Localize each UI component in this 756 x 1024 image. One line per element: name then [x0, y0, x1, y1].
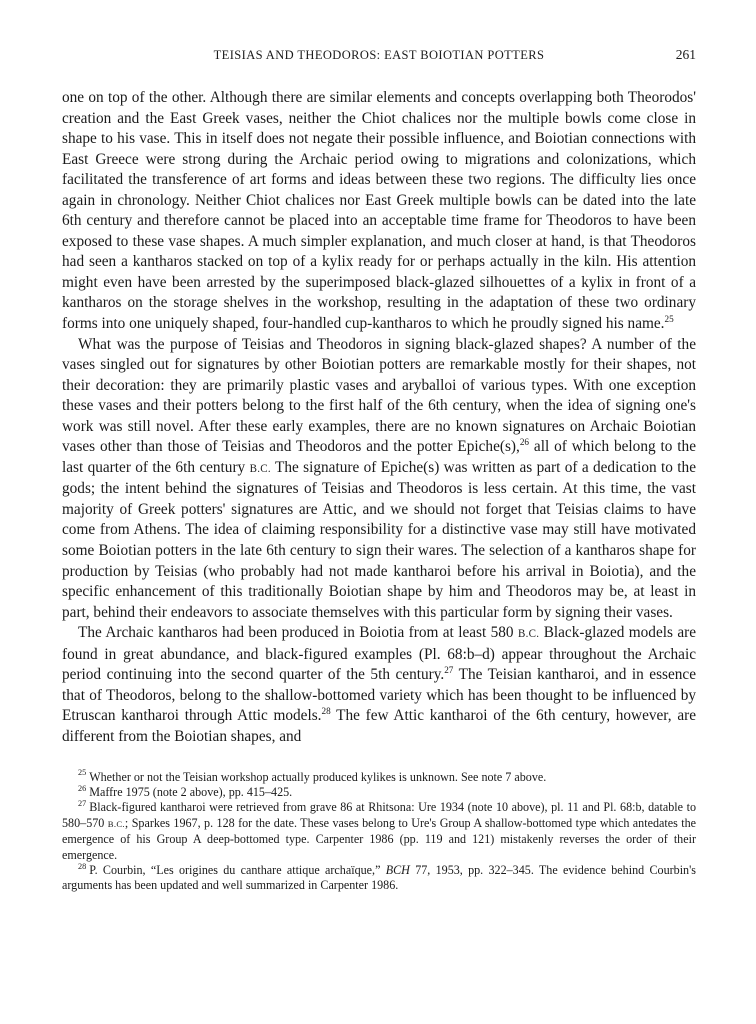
page	[62, 46, 696, 894]
footnote-27-text-a: Black-figured kantharoi were retrieved from grave 86 at Rhitsona: Ure 1934 (note 10 above), pl. 11 and Pl. 68:b, datable to 580–570	[62, 800, 696, 830]
paragraph-1-text: one on top of the other. Although there are similar elements and concepts overlapping both Theorodos' creation and the East Greek vases, neither the Chiot chalices nor the multiple bowls come close in shape to his vase. This in itself does not negate their possible influence, and Boiotian connections with East Greece were strong during the Archaic period owing to migrations and colonizations, which facilitated the transference of art forms and ideas between these two regions. The difficulty lies once again in chronology. Neither Chiot chalices nor East Greek multiple bowls can be dated into the late 6th century and therefore cannot be placed into an acceptable time frame for Theodoros to have been exposed to these vase shapes. A much simpler explanation, and much closer at hand, is that Theodoros had seen a kantharos stacked on top of a kylix ready for or perhaps actually in the kiln. His attention might even have been arrested by the superimposed black-glazed silhouettes of a kylix in front of a kantharos on the storage shelves in the workshop, resulting in the adaptation of these two ordinary forms into one uniquely shaped, four-handled cup-kantharos to which he proudly signed his name.	[62, 89, 696, 333]
footnote-25-text: Whether or not the Teisian workshop actually produced kylikes is unknown. See note 7 above.	[89, 769, 547, 784]
footnote-27-text-b: ; Sparkes 1967, p. 128 for the date. These vases belong to Ure's Group A shallow-bottomed type which antedates the emergence of his Group A deep-bottomed type. Carpenter 1986 (pp. 119 and 121) mistakenly reverses the order of their emergence.	[62, 815, 696, 862]
paragraph-3	[62, 623, 696, 747]
paragraph-2-text-b: all of which belong to the last quarter of the 6th century	[62, 438, 696, 476]
footnote-ref-28[interactable]: 28	[321, 706, 331, 717]
paragraph-3-text-c: The Teisian kantharoi, and in essence that of Theodoros, belong to the shallow-bottomed variety which has been thought to be influenced by Etruscan kantharoi through Attic models.	[62, 666, 696, 725]
paragraph-3-text-a: The Archaic kantharos had been produced in Boiotia from at least 580	[78, 624, 518, 642]
era-abbreviation: B.C.	[517, 628, 540, 641]
paragraph-2-text-a: What was the purpose of Teisias and Theodoros in signing black-glazed shapes? A number of the vases singled out for signatures by other Boiotian potters are remarkable mostly for their shapes, not their decoration: they are primarily plastic vases and aryballoi of various types. With one exception these vases and their potters belong to the first half of the 6th century, when the idea of signing one's work was still novel. After these early examples, there are no known signatures on Archaic Boiotian vases other than those of Teisias and Theodoros and the potter Epiche(s),	[62, 335, 696, 456]
running-title: TEISIAS AND THEODOROS: EAST BOIOTIAN POTTERS	[213, 48, 545, 62]
paragraph-3-text-d: The few Attic kantharoi of the 6th century, however, are different from the Boiotian shapes, and	[62, 707, 697, 745]
footnote-ref-25[interactable]: 25	[664, 313, 674, 324]
era-abbreviation: B.C.	[249, 462, 271, 475]
footnote-25	[62, 770, 696, 785]
footnote-number: 27	[78, 799, 87, 809]
footnote-number: 26	[78, 783, 87, 793]
footnote-28	[62, 863, 696, 894]
footnote-26-text: Maffre 1975 (note 2 above), pp. 415–425.	[89, 784, 293, 799]
paragraph-1	[62, 88, 696, 335]
body-text	[62, 88, 696, 748]
page-header	[62, 46, 696, 68]
journal-title: BCH	[385, 862, 410, 877]
paragraph-2-text-c: The signature of Epiche(s) was written as part of a dedication to the gods; the intent behind the signatures of Teisias and Theodoros is less certain. At this time, the vast majority of Greek potters' signatures are Attic, and we should not forget that Teisias claims to have come from Athens. The idea of claiming responsibility for a distinctive vase may still have motivated some Boiotian potters in the late 6th century to sign their wares. The selection of a kantharos shape for production by Teisias (who probably had not made kantharoi before his arrival in Boiotia), and the specific enhancement of this traditionally Boiotian shape by him and Theodoros may be, at least in part, behind their endeavors to associate themselves with this particular form by signing their vases.	[62, 458, 696, 621]
paragraph-3-text-b: Black-glazed models are found in great abundance, and black-figured examples (Pl. 68:b–d) appear throughout the Archaic period continuing into the second quarter of the 5th century.	[62, 624, 696, 684]
footnote-27	[62, 800, 696, 863]
footnote-26	[62, 785, 696, 800]
paragraph-2	[62, 335, 696, 624]
footnote-28-text-b: 77, 1953, pp. 322–345. The evidence behind Courbin's arguments has been updated and well summarized in Carpenter 1986.	[62, 862, 696, 893]
footnote-28-text-a: P. Courbin, “Les origines du canthare attique archaïque,”	[89, 862, 386, 877]
footnote-ref-26[interactable]: 26	[519, 437, 530, 448]
footnote-number: 25	[78, 768, 87, 778]
footnotes	[62, 770, 696, 894]
footnote-number: 28	[78, 861, 87, 871]
footnote-ref-27[interactable]: 27	[444, 665, 454, 676]
era-abbreviation: B.C.	[107, 818, 125, 829]
page-number: 261	[675, 47, 696, 62]
